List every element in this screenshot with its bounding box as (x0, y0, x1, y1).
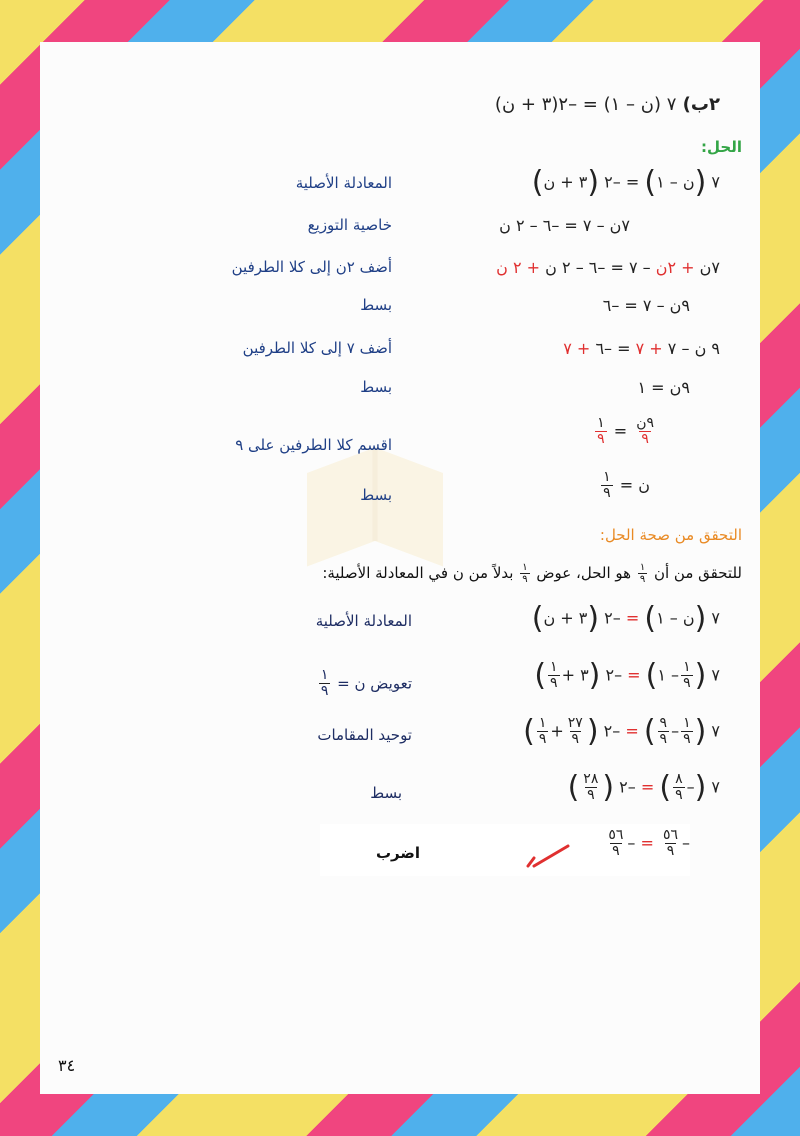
check-2-label: تعويض ن = $\frac{١}{٩}$ (320, 667, 412, 700)
step-1-equation: ٧ (ن – ١) = –٢ (٣ + ن) (531, 165, 720, 200)
step-4-equation: ٩ن – ٧ = –٦ (602, 296, 690, 315)
check-1-equation: ٧ (ن – ١) = –٢ (٣ + ن) (531, 601, 720, 636)
step-4-label: بسط (360, 296, 392, 314)
page (40, 42, 760, 1094)
step-8-equation: ن = $\frac{١}{٩}$ (603, 469, 650, 502)
step-6-label: بسط (360, 378, 392, 396)
check-heading: التحقق من صحة الحل: (599, 526, 742, 544)
check-5-equation: – $\frac{٥٦}{٩}$ = – $\frac{٥٦}{٩}$ (608, 827, 690, 860)
check-2-equation: ٧ ( $\frac{١}{٩}$ – ١) = –٢ (٣ + $\frac{١}{٩}$ ) (534, 657, 720, 693)
page-number: ٣٤ (58, 1056, 76, 1075)
check-5-label: اضرب (375, 844, 420, 862)
check-1-label: المعادلة الأصلية (315, 612, 412, 630)
problem-number: ٢ب) (682, 94, 720, 115)
problem-equation: ٧ (ن – ١) = –٢(٣ + ن) (494, 94, 677, 115)
step-2-equation: ٧ن – ٧ = –٦ – ٢ ن (499, 216, 630, 235)
step-3-equation: ٧ن + ٢ن – ٧ = –٦ – ٢ ن + ٢ ن (496, 258, 720, 277)
step-2-label: خاصية التوزيع (307, 216, 392, 234)
step-5-equation: ٩ ن – ٧ + ٧ = –٦ + ٧ (563, 339, 720, 358)
check-intro: للتحقق من أن $\frac{١}{٩}$ هو الحل، عوض $\frac{١}{٩}$ بدلاً من ن في المعادلة الأصلية: (322, 562, 742, 585)
step-5-label: أضف ٧ إلى كلا الطرفين (242, 339, 392, 357)
step-8-label: بسط (360, 486, 392, 504)
check-3-label: توحيد المقامات (317, 726, 412, 744)
step-1-label: المعادلة الأصلية (295, 174, 392, 192)
solution-heading: الحل: (701, 138, 742, 156)
step-7-equation: $\frac{\text{٩ن}}{٩}$ = $\frac{١}{٩}$ (597, 415, 654, 448)
check-4-label: بسط (370, 784, 402, 802)
step-3-label: أضف ٢ن إلى كلا الطرفين (231, 258, 392, 276)
check-3-equation: ٧ ( $\frac{١}{٩}$ – $\frac{٩}{٩}$ ) = –٢ ( $\frac{٢٧}{٩}$ + $\frac{١}{٩}$ ) (523, 713, 720, 749)
step-7-label: اقسم كلا الطرفين على ٩ (235, 436, 392, 454)
checkmark-icon (524, 840, 574, 870)
check-4-equation: ٧ (– $\frac{٨}{٩}$ ) = –٢ ( $\frac{٢٨}{٩}$ ) (567, 769, 720, 805)
problem-header (495, 94, 720, 115)
step-6-equation: ٩ن = ١ (637, 378, 690, 397)
